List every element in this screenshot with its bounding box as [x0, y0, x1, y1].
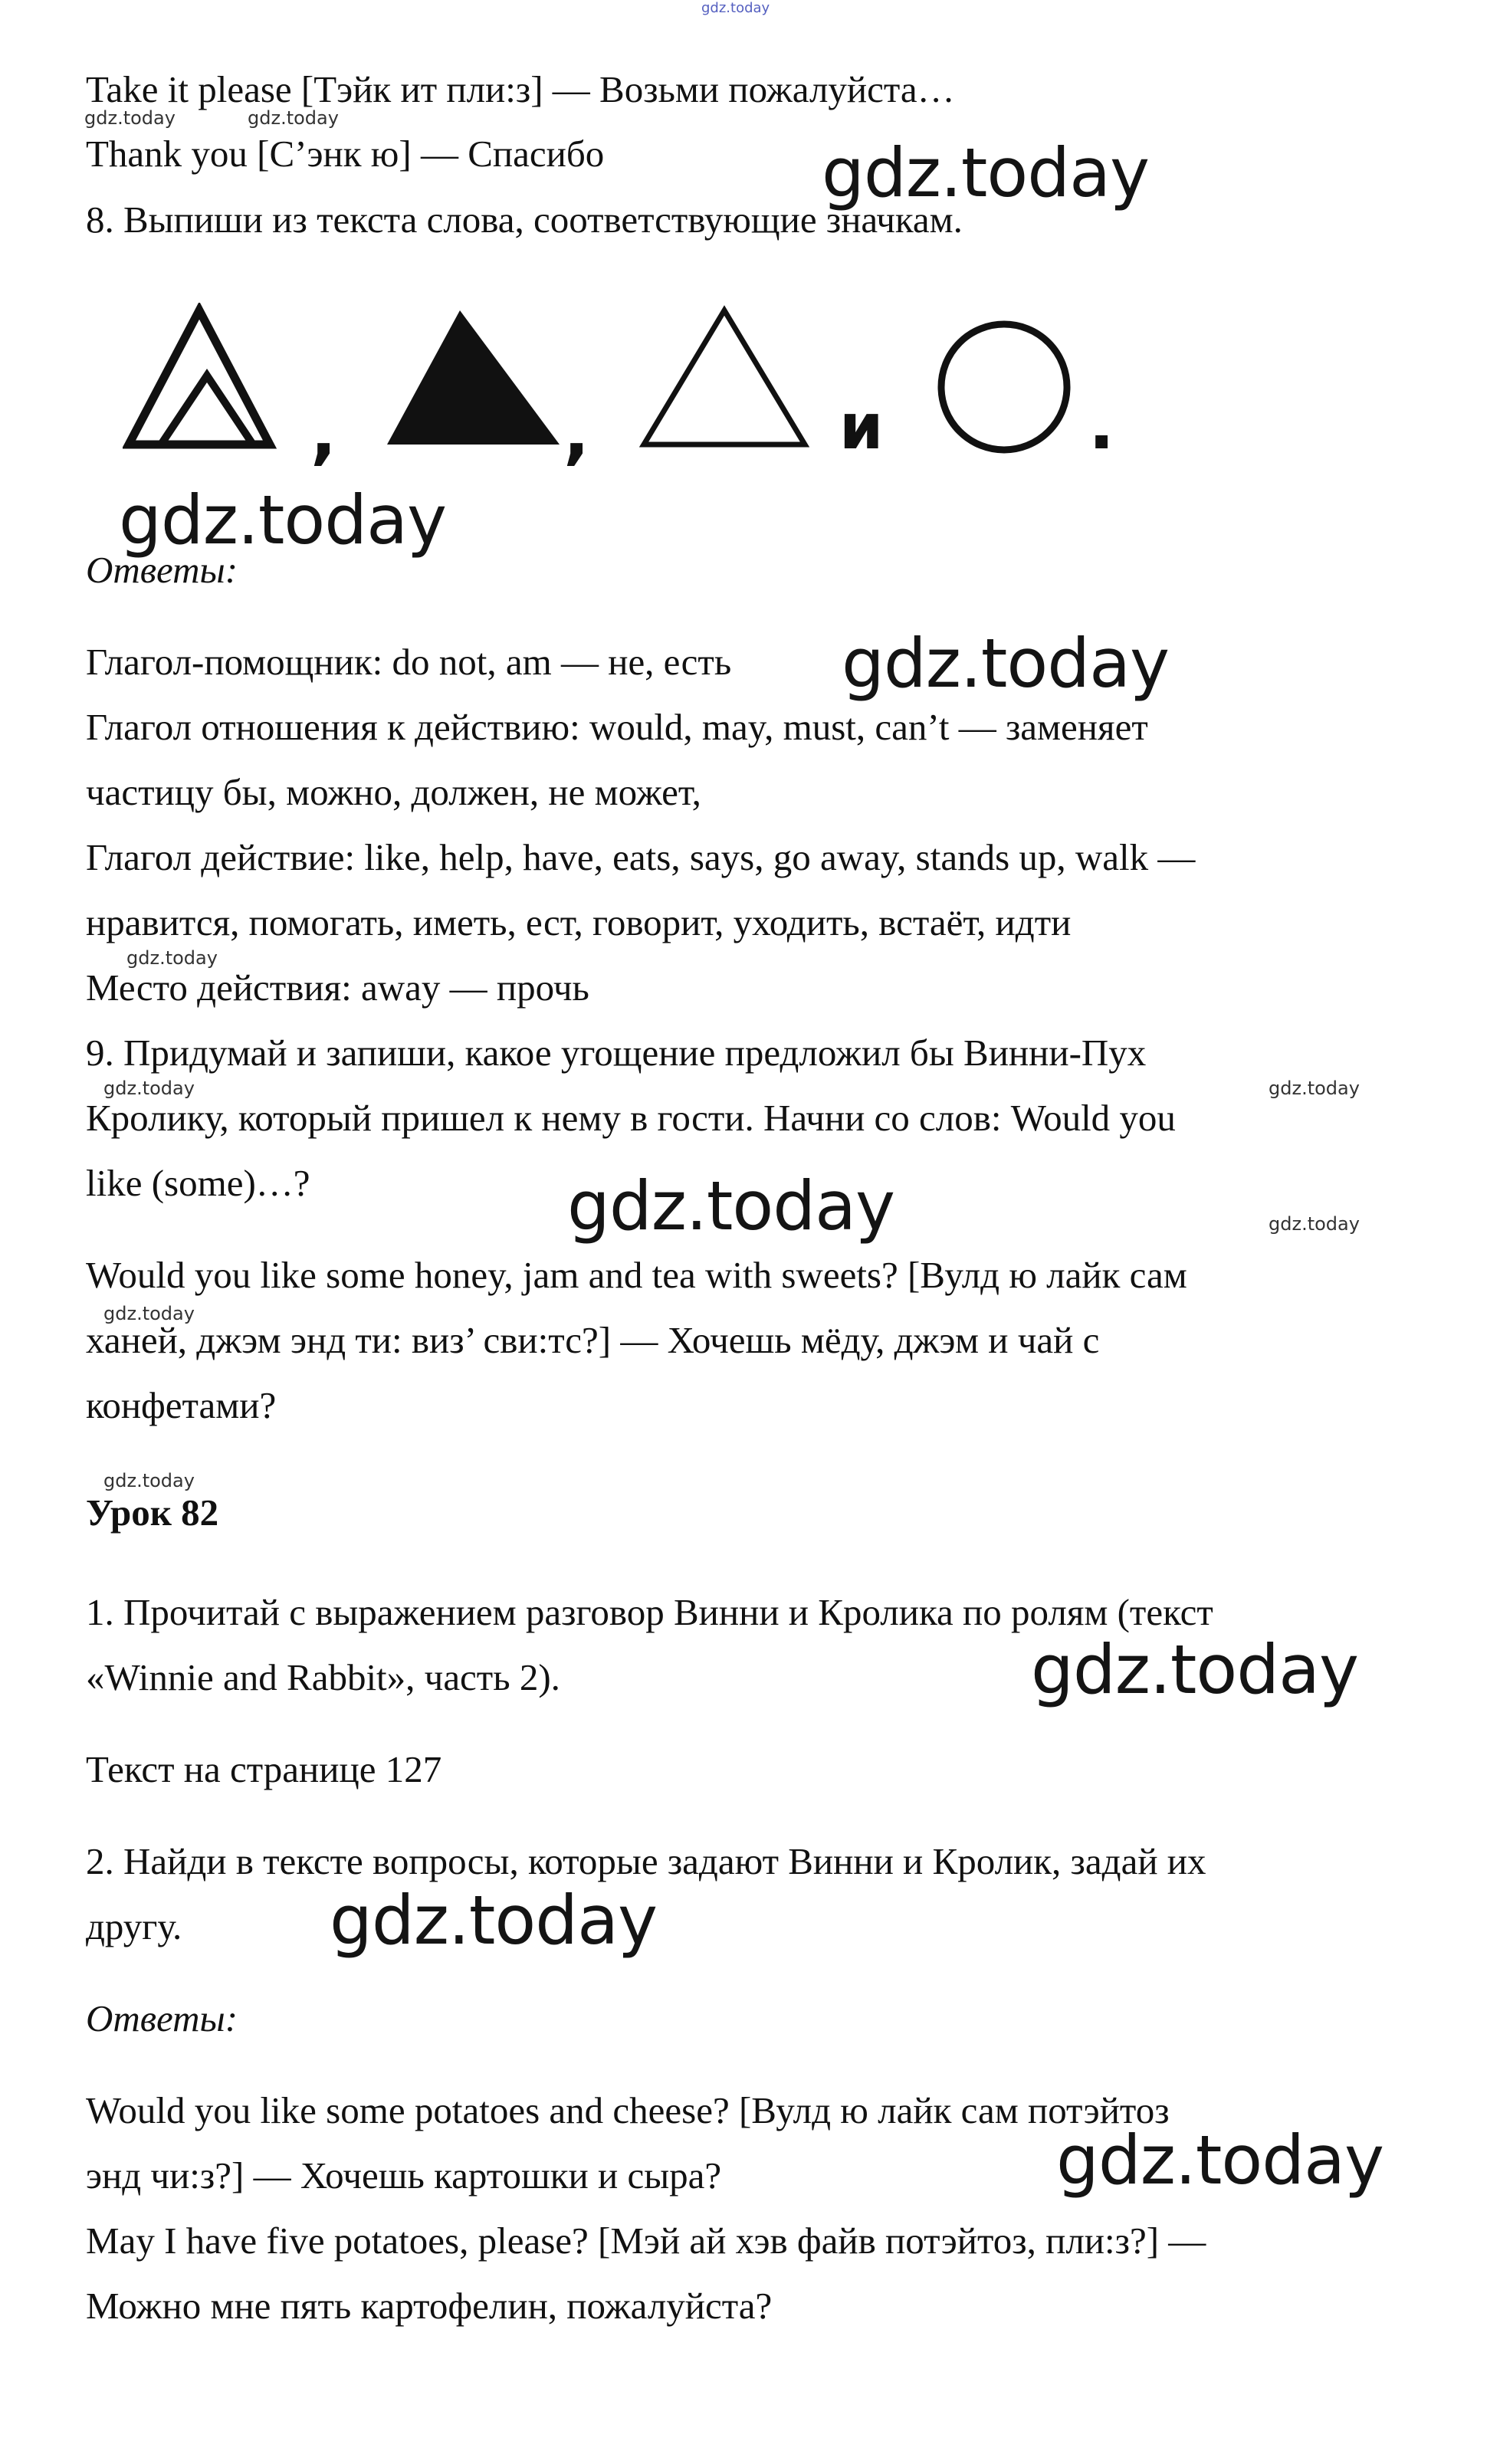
text-line: ханей, джэм энд ти: виз’ сви:тс?] — Хочешь мёду, джэм и чай с — [86, 1319, 1100, 1361]
watermark: gdz.today — [1056, 2121, 1384, 2200]
lesson-heading: Урок 82 — [86, 1491, 219, 1534]
text-line: Глагол-помощник: do not, am — не, есть — [86, 641, 732, 683]
text-line: Текст на странице 127 — [86, 1748, 442, 1790]
period: . — [1088, 385, 1115, 465]
text-line: Глагол отношения к действию: would, may, must, can’t — заменяет — [86, 706, 1148, 748]
text-line: Глагол действие: like, help, have, eats, says, go away, stands up, walk — — [86, 836, 1196, 878]
filled-triangle-icon — [387, 310, 560, 445]
answers-label: Ответы: — [86, 1997, 238, 2039]
watermark: gdz.today — [842, 624, 1170, 703]
watermark: gdz.today — [822, 133, 1150, 212]
exercise-1-heading: 1. Прочитай с выражением разговор Винни и Кролика по ролям (текст — [86, 1591, 1213, 1633]
text-line: Можно мне пять картофелин, пожалуйста? — [86, 2285, 773, 2327]
text-line: энд чи:з?] — Хочешь картошки и сыра? — [86, 2154, 722, 2197]
watermark: gdz.today — [119, 481, 447, 559]
text-line: Would you like some honey, jam and tea with sweets? [Вулд ю лайк сам — [86, 1254, 1187, 1296]
text-line: нравится, помогать, иметь, ест, говорит, уходить, встаёт, идти — [86, 901, 1072, 943]
answers-label: Ответы: — [86, 549, 238, 591]
watermark-small: gdz.today — [126, 947, 218, 969]
watermark: gdz.today — [330, 1881, 658, 1960]
text-line: «Winnie and Rabbit», часть 2). — [86, 1656, 560, 1698]
text-line: Кролику, который пришел к нему в гости. Начни со слов: Would you — [86, 1097, 1176, 1139]
grammar-symbols — [123, 303, 1150, 479]
watermark-small: gdz.today — [248, 107, 339, 129]
outline-triangle-icon — [644, 310, 805, 445]
exercise-2-heading: 2. Найди в тексте вопросы, которые задают Винни и Кролик, задай их — [86, 1840, 1206, 1882]
conjunction-and: и — [839, 391, 884, 464]
watermark-small: gdz.today — [84, 107, 176, 129]
watermark-small: gdz.today — [103, 1470, 195, 1491]
text-line: Take it please [Тэйк ит пли:з] — Возьми пожалуйста… — [86, 68, 955, 110]
text-line: like (some)…? — [86, 1162, 310, 1204]
text-line: May I have five potatoes, please? [Мэй ай хэв файв потэйтоз, пли:з?] — — [86, 2220, 1206, 2262]
exercise-8-heading: 8. Выпиши из текста слова, соответствующие значкам. — [86, 198, 963, 241]
double-triangle-icon — [129, 310, 270, 445]
watermark-small: gdz.today — [103, 1303, 195, 1324]
watermark-small: gdz.today — [1269, 1078, 1360, 1099]
watermark-small: gdz.today — [103, 1078, 195, 1099]
text-line: Would you like some potatoes and cheese? [Вулд ю лайк сам потэйтоз — [86, 2089, 1170, 2131]
text-line: другу. — [86, 1905, 182, 1947]
comma-2: , — [563, 392, 590, 473]
watermark: gdz.today — [1031, 1630, 1359, 1709]
text-line: конфетами? — [86, 1384, 277, 1426]
top-watermark: gdz.today — [701, 0, 770, 16]
exercise-9-heading: 9. Придумай и запиши, какое угощение предложил бы Винни-Пух — [86, 1032, 1147, 1074]
comma-1: , — [310, 392, 337, 473]
text-line: частицу бы, можно, должен, не может, — [86, 771, 701, 813]
text-line: Thank you [С’энк ю] — Спасибо — [86, 133, 605, 175]
circle-icon — [941, 324, 1067, 450]
text-line: Место действия: away — прочь — [86, 966, 589, 1009]
watermark: gdz.today — [567, 1166, 895, 1245]
watermark-small: gdz.today — [1269, 1213, 1360, 1235]
